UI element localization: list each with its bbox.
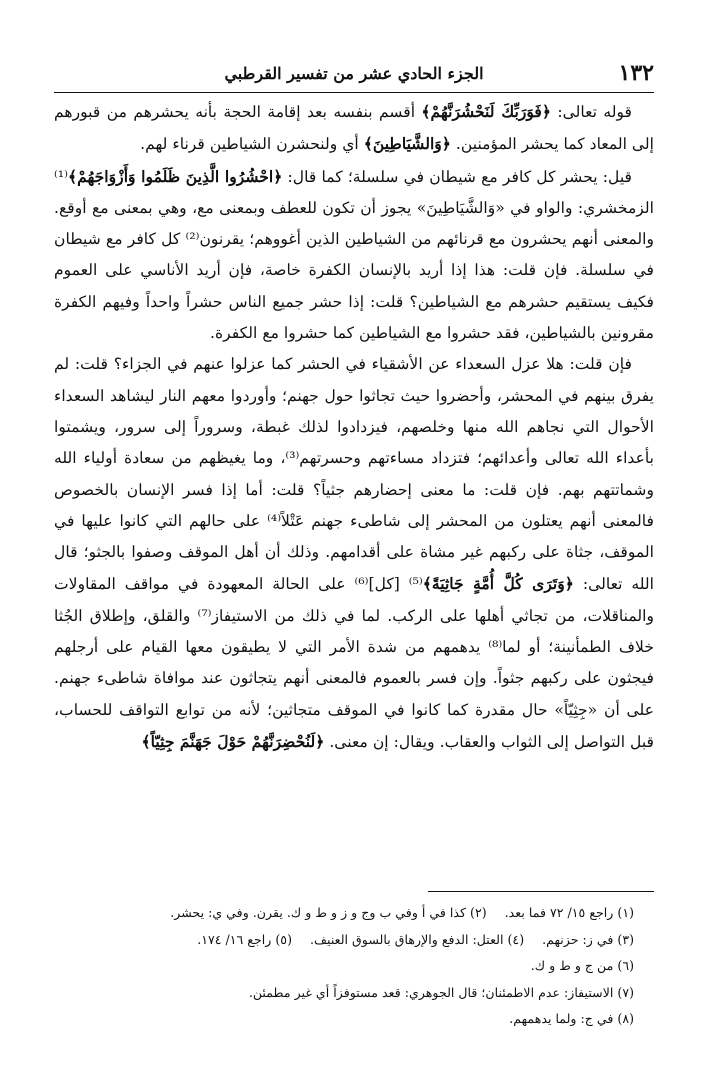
footnote-row [54,953,634,980]
running-title: الجزء الحادي عشر من تفسير القرطبي [224,64,484,83]
footnote-row [54,1006,634,1033]
footnote: (٨) في ج: ولما يدهمهم. [509,1011,634,1026]
page-number: ١٣٢ [618,60,654,86]
text-segment: ⁽⁵⁾ [كل]⁽⁶⁾ على الحالة المعهودة في مواقف المقاولات والمناقلات، من تجاثي أهلها على الركب. لما في ذلك من الاستيفاز⁽⁷⁾ والقلق، وإطلاق الجُثا خلاف الطمأنينة؛ أو لما⁽⁸⁾ يدهمهم من شدة الأمر التي لا يطيقون معها القيام على أرجلهم فيجثون على ركبهم جثواً. وإن فسر بالعموم فالمعنى أنهم يتجاثون عند موافاة شاطىء جهنم. على أن «جِثِيّاً» حال مقدرة كما كانوا في الموقف متجاثين؛ لأنه من توابع التواقف للحساب، قبل التواصل إلى الثواب والعقاب. ويقال: إن معنى. [54,575,655,751]
footnote-row [54,900,634,927]
footnote-row [54,980,634,1007]
quran-verse: ﴿احْشُرُوا الَّذِينَ ظَلَمُوا وَأَزْوَاجَهُمْ﴾ [67,166,283,186]
quran-verse: ﴿وَتَرَى كُلَّ أُمَّةٍ جَاثِيَةً﴾ [422,574,574,594]
footnote: (٤) العتل: الدفع والإرهاق بالسوق العنيف. [309,931,525,947]
footnotes [54,900,634,1033]
quran-verse: ﴿فَوَرَبِّكَ لَنَحْشُرَنَّهُمْ﴾ [421,102,552,121]
footnote-divider [428,891,654,892]
paragraph [54,349,654,758]
paragraph [54,161,654,350]
footnote: (٧) الاستيفاز: عدم الاطمئنان؛ قال الجوهري: قعد مستوفزاً أي غير مطمئن. [248,984,634,1000]
paragraph [54,96,654,161]
footnote: (٣) في ز: حزنهم. [542,931,634,947]
body-text [54,96,654,758]
footnote: (١) راجع ١٥/ ٧٢ فما بعد. [504,905,634,920]
footnote-row [54,927,634,954]
text-segment: فإن قلت: هلا عزل السعداء عن الأشقياء في الحشر كما عزلوا عنهم في الجزاء؟ قلت: لم يفرق بينهم في المحشر، وأحضروا حيث تجاثوا حول جهنم؛ وأوردوا معهم النار ليشاهد السعداء الأحوال التي نجاهم الله منها وخلصهم، فيزدادوا لذلك غبطة، وسروراً إلى سرور، ويشمتوا بأعداء الله تعالى وأعدائهم؛ فتزداد مساءتهم وحسرتهم⁽³⁾، وما يغيظهم من سعادة أولياء الله وشماتتهم بهم. فإن قلت: ما معنى إحضارهم جثياً؟ قلت: أما إذا فسر الإنسان بالخصوص فالمعنى أنهم يعتلون من المحشر إلى شاطىء جهنم عَتْلاً⁽⁴⁾ على حالهم التي كانوا عليها في الموقف، جثاة على ركبهم غير مشاة على أقدامهم. وذلك أن أهل الموقف وصفوا بالجثو؛ قال الله تعالى: [54,355,654,594]
text-segment: قيل: يحشر كل كافر مع شيطان في سلسلة؛ كما قال: [282,167,632,186]
footnote: (٦) من ج و ط و ك. [530,958,634,973]
footnote: (٢) كذا في أ وفي ب وج و ز و ط و ك. يقرن. وفي ي: يحشر. [170,905,487,920]
quran-verse: ﴿لَنُحْضِرَنَّهُمْ حَوْلَ جَهَنَّمَ جِثِيّاً﴾ [141,731,325,751]
text-segment: قوله تعالى: [551,103,633,121]
quran-verse: ﴿وَالشَّيَاطِينَ﴾ [363,134,451,154]
page-header [54,58,654,93]
text-segment: ⁽¹⁾ الزمخشري: والواو في «وَالشَّيَاطِينَ» يجوز أن تكون للعطف وبمعنى مع، وهي بمعنى مع أوقع. والمعنى أنهم يحشرون مع قرنائهم من الشياطين الذين أغووهم؛ يقرنون⁽²⁾ كل كافر مع شيطان في سلسلة. فإن قلت: هذا إذا أريد بالإنسان الكفرة خاصة، فإن أريد الأناسي على العموم فكيف يستقيم حشرهم مع الشياطين؟ قلت: إذا حشر جميع الناس حشراً واحداً وفيهم الكفرة مقرونين بالشياطين، فقد حشروا مع الشياطين كما حشروا مع الكفرة. [54,167,654,343]
footnote: (٥) راجع ١٦/ ١٧٤. [197,931,292,947]
text-segment: أي ولنحشرن الشياطين قرناء لهم. [140,135,364,154]
text-segment: أقسم بنفسه بعد إقامة الحجة بأنه يحشرهم من قبورهم إلى المعاد كما يحشر المؤمنين. [54,103,654,154]
